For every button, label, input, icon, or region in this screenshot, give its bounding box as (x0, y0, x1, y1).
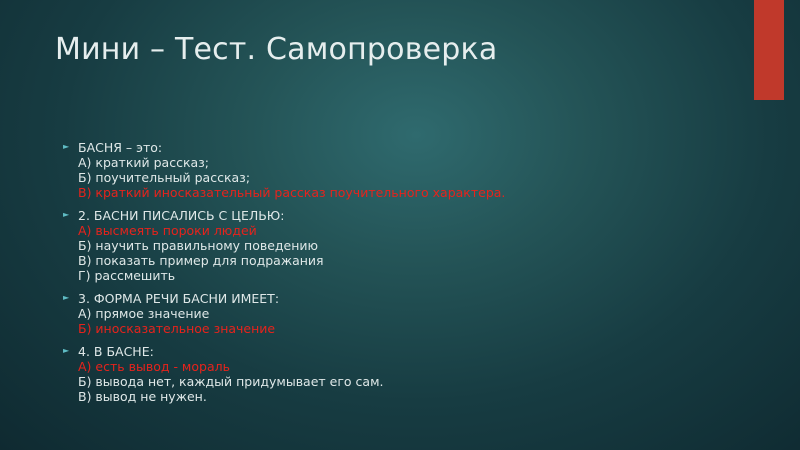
triangle-bullet-icon: ► (63, 346, 70, 355)
slide-title: Мини – Тест. Самопроверка (55, 32, 498, 67)
answer-option: А) краткий рассказ; (78, 155, 210, 170)
question-text: БАСНЯ – это: (78, 140, 163, 155)
question-text: 2. БАСНИ ПИСАЛИСЬ С ЦЕЛЬЮ: (78, 208, 285, 223)
answer-option: В) показать пример для подражания (78, 253, 324, 268)
question-item (63, 344, 778, 404)
accent-bar (754, 0, 784, 100)
question-item (63, 140, 778, 200)
question-text: 3. ФОРМА РЕЧИ БАСНИ ИМЕЕТ: (78, 291, 280, 306)
answer-option: Г) рассмешить (78, 268, 176, 283)
question-item (63, 208, 778, 283)
correct-answer: В) краткий иносказательный рассказ поучительного характера. (78, 185, 506, 200)
answer-option: Б) поучительный рассказ; (78, 170, 251, 185)
triangle-bullet-icon: ► (63, 293, 70, 302)
answer-option: В) вывод не нужен. (78, 389, 207, 404)
answer-option: Б) вывода нет, каждый придумывает его сам. (78, 374, 384, 389)
correct-answer: А) высмеять пороки людей (78, 223, 257, 238)
correct-answer: А) есть вывод - мораль (78, 359, 230, 374)
answer-option: Б) научить правильному поведению (78, 238, 319, 253)
question-text: 4. В БАСНЕ: (78, 344, 154, 359)
question-item (63, 291, 778, 336)
question-list (63, 140, 778, 412)
triangle-bullet-icon: ► (63, 142, 70, 151)
correct-answer: Б) иносказательное значение (78, 321, 276, 336)
answer-option: А) прямое значение (78, 306, 210, 321)
triangle-bullet-icon: ► (63, 210, 70, 219)
